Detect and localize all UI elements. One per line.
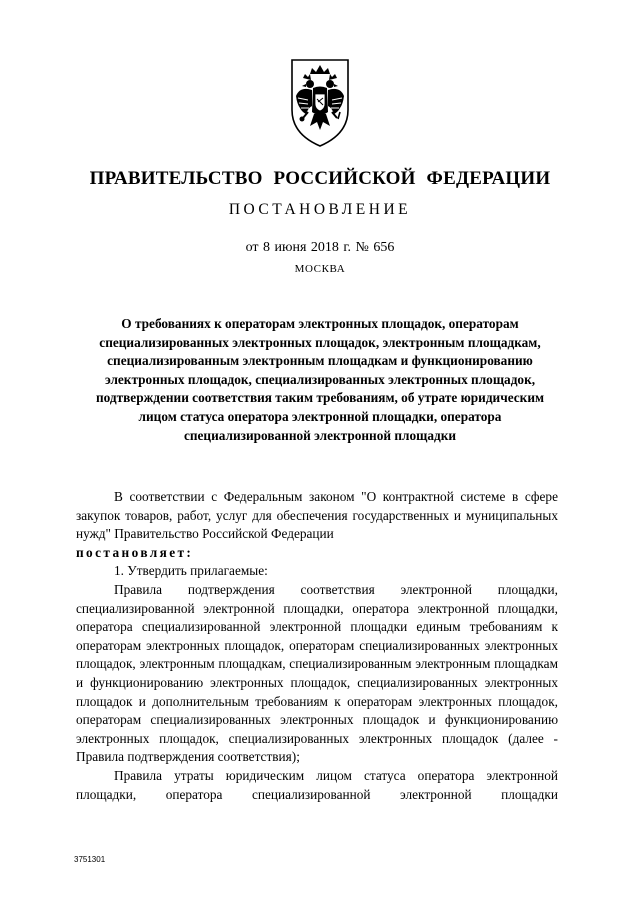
- paragraph-decree: [76, 544, 558, 563]
- document-code: 3751301: [74, 855, 106, 864]
- decree-word: постановляет:: [76, 544, 194, 560]
- coat-of-arms-icon: [270, 52, 370, 152]
- document-type: ПОСТАНОВЛЕНИЕ: [228, 201, 412, 218]
- date-and-number: от 8 июня 2018 г. № 656: [245, 240, 395, 255]
- government-title: ПРАВИТЕЛЬСТВО РОССИЙСКОЙ ФЕДЕРАЦИИ: [89, 168, 551, 189]
- intro-text: В соответствии с Федеральным законом "О контрактной системе в сфере закупок товаров, работ, услуг для обеспечения государственных и муниципальных нужд" Правительство Российской Федерации: [76, 489, 558, 542]
- paragraph-intro: [76, 488, 558, 544]
- document-subject: О требованиях к операторам электронных площадок, операторам специализированных электронных площадок, электронным площадкам, специализированным электронным площадкам и функционированию электронных площадок, специализированных электронных площадок, подтверждении соответствия таким требованиям, об утрате юридическим лицом статуса оператора электронной площадки, оператора специализированной электронной площадки: [95, 316, 545, 443]
- paragraph-item-1: 1. Утвердить прилагаемые:: [114, 563, 268, 579]
- city: МОСКВА: [294, 263, 346, 275]
- paragraph-rules-1: Правила подтверждения соответствия электронной площадки, специализированной электронной площадки, оператора электронной площадки, оператора специализированной электронной площадки единым требованиям к операторам электронных площадок, операторам специализированных электронных площадок, электронным площадкам, специализированным электронным площадкам и функционированию электронных площадок, специализированных электронных площадок и дополнительным требованиям к операторам электронных площадок, операторам специализированных электронных площадок и функционированию электронных площадок, специализированных электронных площадок (далее - Правила подтверждения соответствия);: [76, 581, 558, 765]
- paragraph-rules-2: Правила утраты юридическим лицом статуса оператора электронной площадки, оператора специализированной электронной площадки: [76, 767, 558, 802]
- document-body: [76, 488, 558, 804]
